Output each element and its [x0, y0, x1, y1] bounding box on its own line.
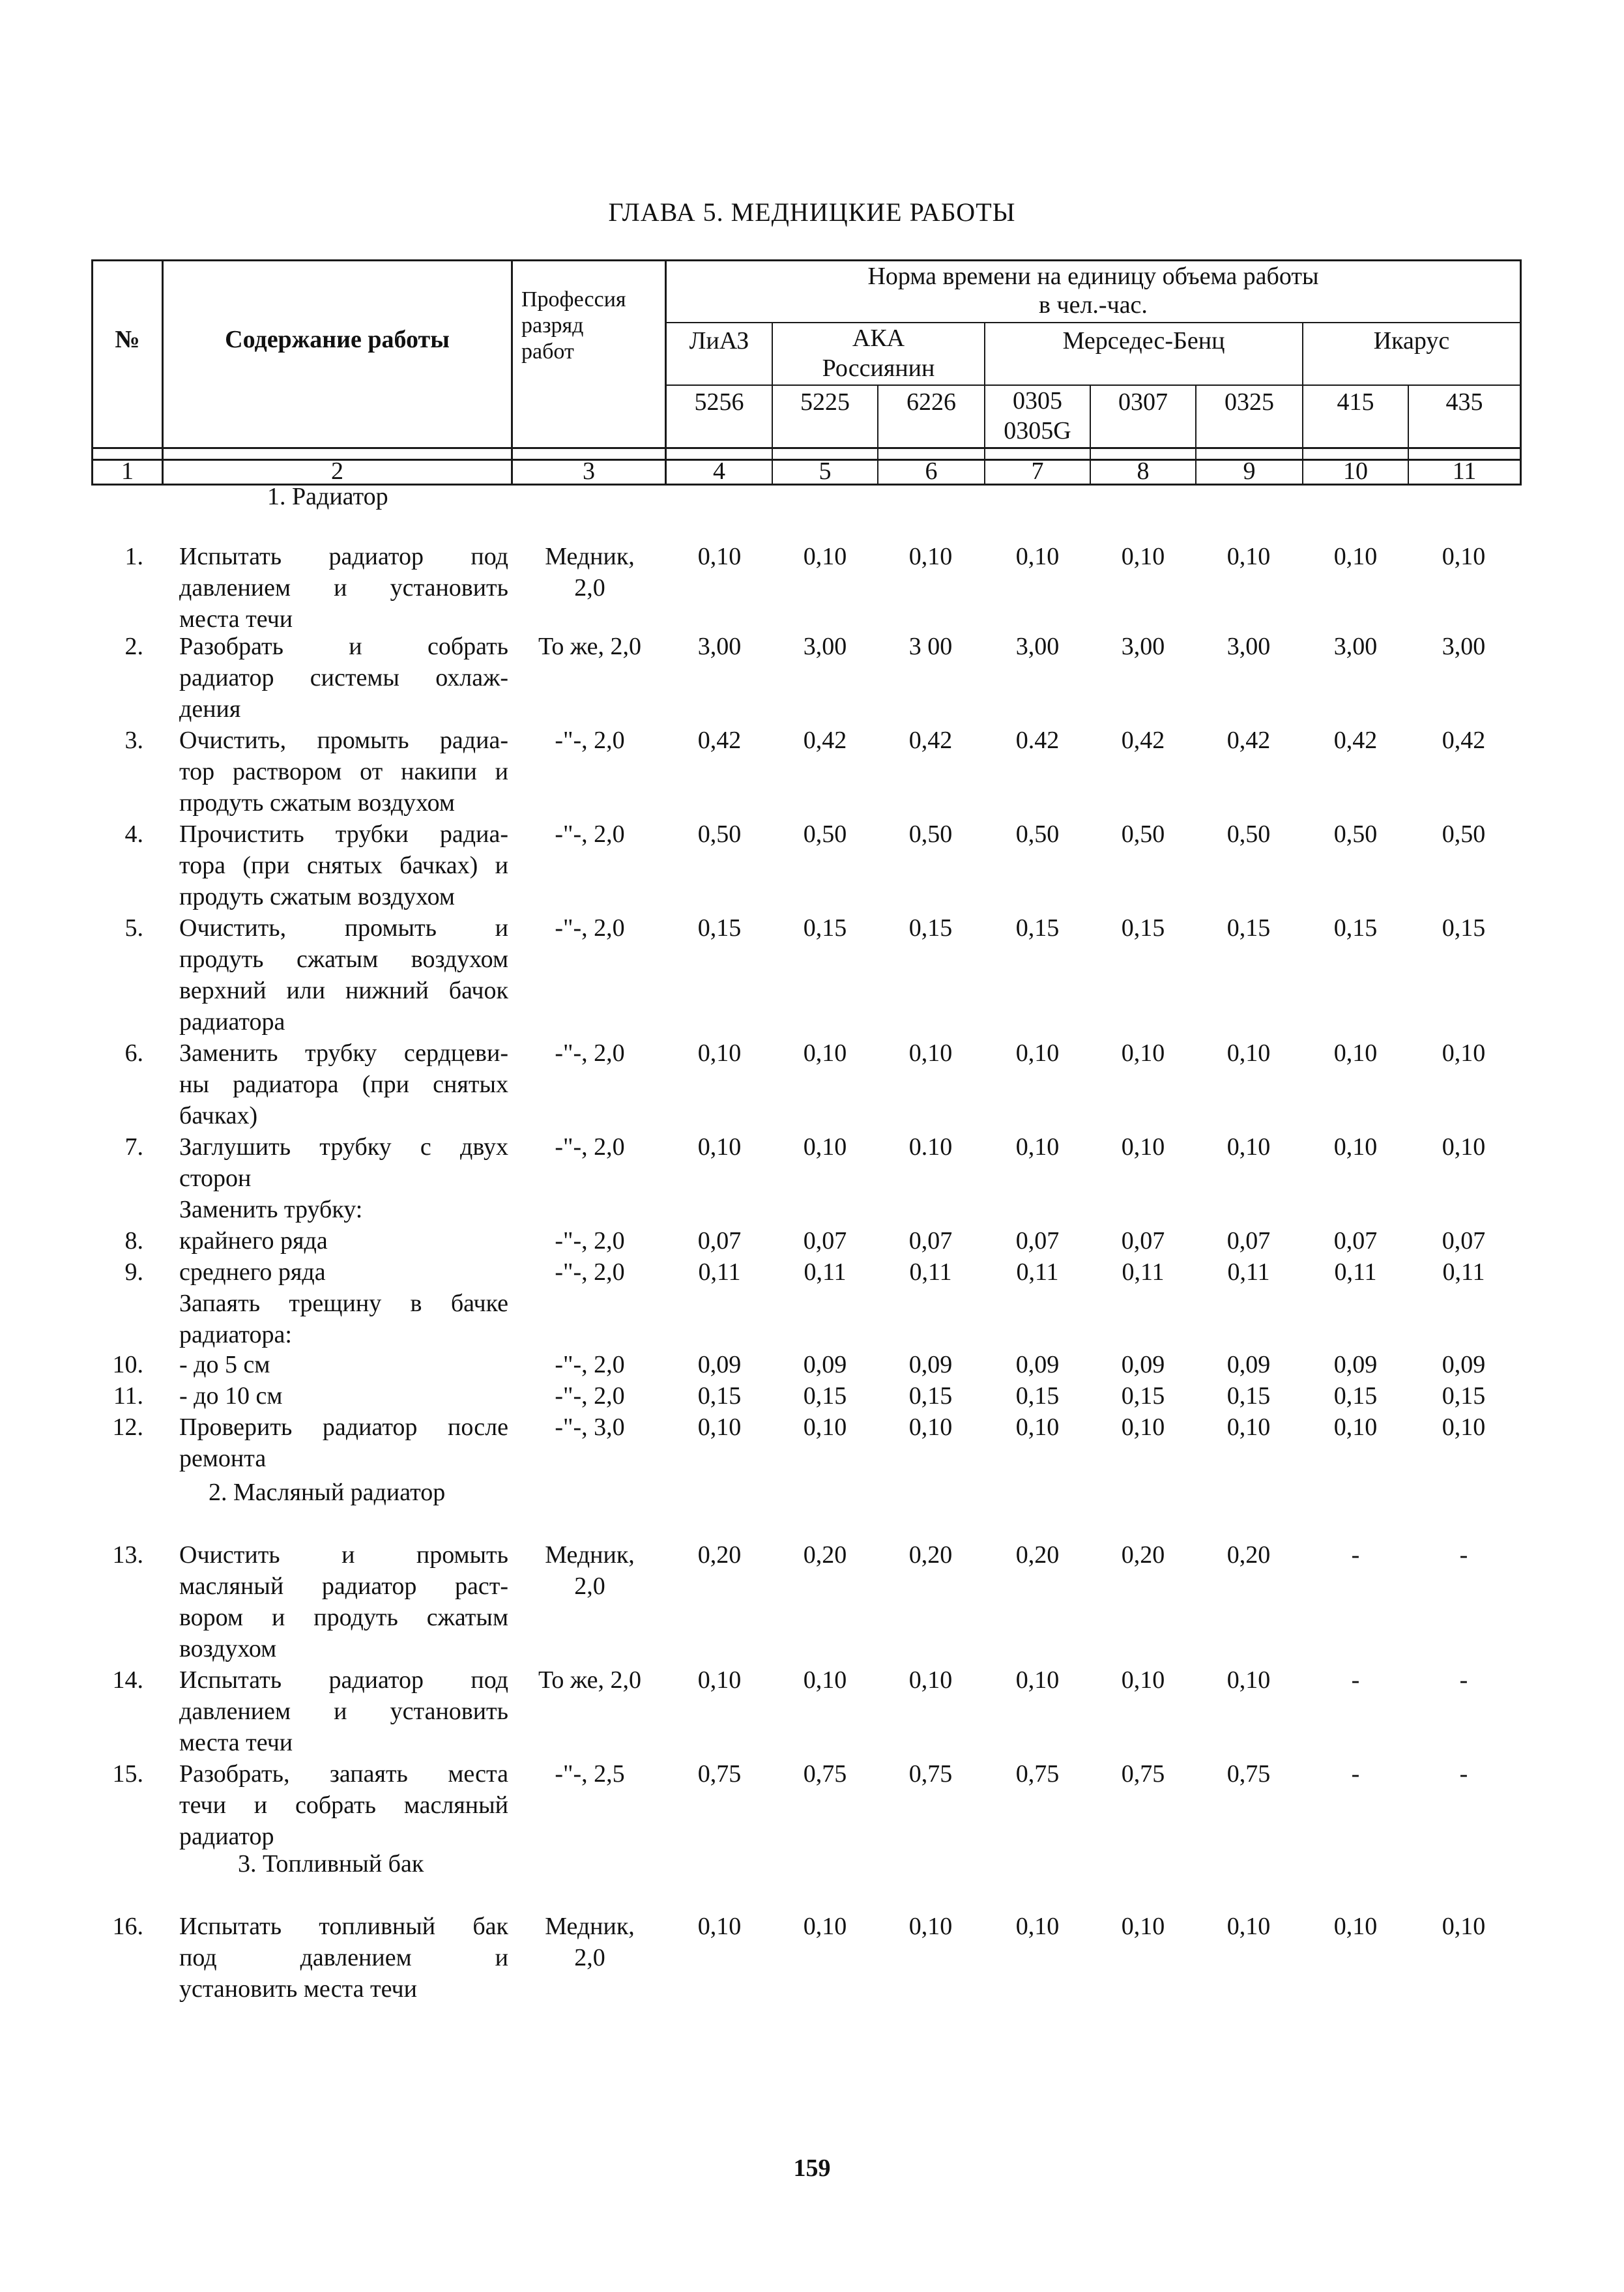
row-time-norm-value: 0,75	[697, 1760, 742, 1788]
row-time-norm-value: 0,42	[1442, 727, 1486, 754]
row-work-description-line: Очистить, промыть и	[179, 914, 508, 942]
row-time-norm-value: 0,50	[697, 820, 742, 848]
row-work-description	[179, 631, 508, 725]
section-title-oil-radiator: 2. Масляный радиатор	[209, 1479, 446, 1506]
header-model-0305-line-1: 0305	[1013, 387, 1062, 414]
header-model-5256: 5256	[694, 388, 744, 416]
row-time-norm-value: 0,07	[1015, 1227, 1060, 1255]
row-work-description-line: продуть сжатым воздухом	[179, 883, 455, 910]
row-work-description-line: места течи	[179, 605, 293, 633]
header-brand-ikarus: Икарус	[1373, 327, 1450, 355]
row-work-description	[179, 1225, 508, 1256]
row-time-norm-value: 0,09	[1015, 1351, 1060, 1378]
row-time-norm-value: 0,07	[1442, 1227, 1486, 1255]
row-time-norm-value: 3,00	[803, 633, 847, 660]
row-time-norm-value: 0,15	[1121, 914, 1165, 942]
row-work-description	[179, 1256, 508, 1288]
row-time-norm-value: 0,07	[908, 1227, 953, 1255]
col-number-10: 10	[1343, 457, 1368, 485]
row-time-norm-value: 0,10	[803, 543, 847, 570]
row-profession-grade	[515, 1349, 665, 1380]
row-time-norm-value: 3 00	[908, 633, 953, 660]
row-time-norm-value: 0,50	[1442, 820, 1486, 848]
row-work-description-line: бачках)	[179, 1102, 258, 1129]
col-number-8: 8	[1137, 457, 1150, 485]
row-time-norm-value: 0,50	[908, 820, 953, 848]
row-number: 2.	[124, 633, 143, 660]
row-work-description-line: радиатор системы охлаж-	[179, 664, 508, 691]
row-time-norm-value: 0,10	[803, 1666, 847, 1694]
row-work-description	[179, 725, 508, 819]
row-work-description-line: продуть сжатым воздухом	[179, 946, 508, 973]
row-time-norm-value: 0,75	[1015, 1760, 1060, 1788]
row-time-norm-value: 0,42	[1333, 727, 1378, 754]
row-time-norm-value: 0,10	[1226, 1913, 1271, 1940]
row-profession-grade	[515, 1664, 665, 1696]
header-model-435: 435	[1445, 388, 1483, 416]
row-profession-grade-line: То же, 2,0	[538, 633, 641, 660]
row-work-description	[179, 1037, 508, 1131]
row-profession-grade	[515, 1380, 665, 1412]
row-profession-grade	[515, 1225, 665, 1256]
row-profession-grade-line: 2,0	[574, 1573, 605, 1600]
row-time-norm-value: 0,50	[803, 820, 847, 848]
header-brand-aka	[773, 323, 984, 383]
row-work-description-line: верхний или нижний бачок	[179, 977, 508, 1004]
row-work-description-line: - до 10 см	[179, 1382, 283, 1410]
row-time-norm-value: 0,10	[697, 1666, 742, 1694]
row-time-norm-value: 0,75	[1226, 1760, 1271, 1788]
row-work-description-line: установить места течи	[179, 1975, 417, 2003]
col-number-9: 9	[1243, 457, 1256, 485]
row-number: 1.	[124, 543, 143, 570]
row-number: 15.	[112, 1760, 143, 1788]
header-brand-liaz: ЛиАЗ	[689, 327, 749, 355]
row-profession-grade	[515, 1911, 665, 1973]
row-time-norm-value: 0,10	[1121, 1133, 1165, 1161]
row-work-description-line: Проверить радиатор после	[179, 1414, 508, 1441]
row-time-norm-value: 0,15	[1333, 914, 1378, 942]
col-number-7: 7	[1031, 457, 1044, 485]
row-time-norm-value: 0,11	[1016, 1258, 1059, 1286]
row-work-description-line: Разобрать, запаять места	[179, 1760, 508, 1788]
row-time-norm-value: 0,10	[1333, 1039, 1378, 1067]
row-time-norm-value: 0,09	[803, 1351, 847, 1378]
row-profession-grade	[515, 1412, 665, 1443]
row-time-norm-value: 0,10	[1333, 543, 1378, 570]
row-profession-grade-line: -"-, 2,0	[555, 820, 625, 848]
row-time-norm-value: 0,10	[1015, 543, 1060, 570]
row-number: 4.	[124, 820, 143, 848]
header-norm-line-2: в чел.-час.	[1039, 291, 1148, 319]
row-profession-grade-line: -"-, 2,0	[555, 1133, 625, 1161]
row-work-description-line: - до 5 см	[179, 1351, 270, 1378]
row-time-norm-value: 0,50	[1015, 820, 1060, 848]
page-number: 159	[793, 2154, 831, 2182]
row-work-description-line: радиатора	[179, 1008, 285, 1036]
row-time-norm-value: 0,15	[1226, 1382, 1271, 1410]
row-time-norm-value: 0,11	[909, 1258, 952, 1286]
row-time-norm-value: 0,10	[1442, 1913, 1486, 1940]
row-profession-grade-line: -"-, 2,0	[555, 914, 625, 942]
col-number-5: 5	[819, 457, 832, 485]
row-time-norm-value: 0,10	[803, 1133, 847, 1161]
row-number: 16.	[112, 1913, 143, 1940]
row-number: 5.	[124, 914, 143, 942]
header-profession-line-1: Профессия	[521, 287, 626, 312]
row-work-description-line: Испытать радиатор под	[179, 1666, 508, 1694]
row-time-norm-value: 0,10	[1121, 1039, 1165, 1067]
row-time-norm-value: 0,10	[803, 1913, 847, 1940]
row-profession-grade-line: То же, 2,0	[538, 1666, 641, 1694]
row-time-norm-value: 0,10	[908, 1039, 953, 1067]
row-time-norm-value: 0,15	[1442, 914, 1486, 942]
row-work-description-line: Очистить, промыть радиа-	[179, 727, 508, 754]
row-profession-grade	[515, 725, 665, 756]
row-profession-grade	[515, 541, 665, 603]
header-norm-line-1: Норма времени на единицу объема работы	[867, 263, 1319, 290]
row-profession-grade	[515, 1037, 665, 1069]
row-time-norm-value: 0,15	[1226, 914, 1271, 942]
row-time-norm-value: 0,15	[697, 914, 742, 942]
row-time-norm-value: 0,15	[1121, 1382, 1165, 1410]
row-time-norm-value: 0,10	[1226, 543, 1271, 570]
row-time-norm-value: 0,09	[908, 1351, 953, 1378]
row-time-norm-value: 0,09	[697, 1351, 742, 1378]
row-time-norm-value: 0,07	[803, 1227, 847, 1255]
row-profession-grade-line: -"-, 2,0	[555, 1258, 625, 1286]
row-time-norm-value: 0,10	[1226, 1666, 1271, 1694]
row-time-norm-value: 0,10	[1226, 1414, 1271, 1441]
row-time-norm-value: 0,10	[1442, 1133, 1486, 1161]
row-time-norm-value: 0,10	[697, 1133, 742, 1161]
row-number: 7.	[124, 1133, 143, 1161]
header-model-0325: 0325	[1225, 388, 1274, 416]
row-time-norm-value: 0,10	[1442, 543, 1486, 570]
row-time-norm-value: 0,10	[1333, 1414, 1378, 1441]
row-time-norm-value: 0,15	[803, 1382, 847, 1410]
row-time-norm-value: 0,15	[908, 1382, 953, 1410]
header-content: Содержание работы	[225, 326, 450, 353]
row-time-norm-value: 3,00	[1442, 633, 1486, 660]
row-time-norm-value: 0,10	[697, 1913, 742, 1940]
row-time-norm-value: 0,10	[1333, 1913, 1378, 1940]
row-work-description-line: радиатор	[179, 1823, 274, 1850]
row-profession-grade-line: -"-, 2,5	[555, 1760, 625, 1788]
row-work-description	[179, 912, 508, 1037]
row-time-norm-value: 0,10	[697, 543, 742, 570]
row-time-norm-value: 0,09	[1442, 1351, 1486, 1378]
row-work-description-line: ны радиатора (при снятых	[179, 1071, 508, 1098]
row-work-description-line: тора (при снятых бачках) и	[179, 852, 508, 879]
row-time-norm-value: 0.42	[1015, 727, 1060, 754]
header-model-0305-line-2: 0305G	[1004, 417, 1071, 444]
row-number: 11.	[113, 1382, 143, 1410]
row-work-description-line: крайнего ряда	[179, 1227, 328, 1255]
row-time-norm-value: 0,10	[1015, 1666, 1060, 1694]
row-work-description-line: Прочистить трубки радиа-	[179, 820, 508, 848]
row-profession-grade	[515, 1539, 665, 1602]
row-time-norm-value: 0,15	[908, 914, 953, 942]
header-model-0307: 0307	[1118, 388, 1168, 416]
row-time-norm-value: 0,10	[908, 1414, 953, 1441]
row-work-description-line: вором и продуть сжатым	[179, 1604, 508, 1631]
row-number: 9.	[124, 1258, 143, 1286]
row-time-norm-value: -	[1459, 1760, 1468, 1788]
row-profession-grade	[515, 1256, 665, 1288]
row-time-norm-value: 0,11	[1122, 1258, 1165, 1286]
row-work-description	[179, 1911, 508, 2005]
row-work-description-line: Заглушить трубку с двух	[179, 1133, 508, 1161]
row-work-description-line: Разобрать и собрать	[179, 633, 508, 660]
header-brand-aka-line-1: АКА	[852, 325, 905, 352]
row-time-norm-value: 0,11	[1227, 1258, 1270, 1286]
row-time-norm-value: 3,00	[1333, 633, 1378, 660]
row-time-norm-value: 0,42	[908, 727, 953, 754]
row-time-norm-value: 0,11	[1442, 1258, 1485, 1286]
row-time-norm-value: 0,10	[1121, 543, 1165, 570]
header-profession	[521, 287, 665, 365]
row-time-norm-value: 0,42	[1226, 727, 1271, 754]
row-work-description	[179, 1758, 508, 1852]
row-time-norm-value: 0,75	[1121, 1760, 1165, 1788]
col-number-1: 1	[121, 457, 134, 485]
row-work-description-line: места течи	[179, 1729, 293, 1756]
section-title-fuel-tank: 3. Топливный бак	[238, 1850, 424, 1878]
row-time-norm-value: 0,10	[1226, 1039, 1271, 1067]
row-profession-grade-line: Медник,	[545, 543, 635, 570]
row-profession-grade-line: Медник,	[545, 1913, 635, 1940]
row-time-norm-value: 0,10	[908, 1913, 953, 1940]
row-work-description	[179, 1539, 508, 1664]
row-time-norm-value: 0,10	[1121, 1913, 1165, 1940]
row-time-norm-value: 0,20	[803, 1541, 847, 1569]
row-profession-grade-line: -"-, 2,0	[555, 1382, 625, 1410]
row-work-description-line: дения	[179, 695, 241, 723]
row-work-description-line: Заменить трубку:	[179, 1196, 363, 1223]
row-time-norm-value: 0,15	[697, 1382, 742, 1410]
row-work-description	[179, 541, 508, 635]
row-time-norm-value: 0,10	[803, 1039, 847, 1067]
row-time-norm-value: 0,10	[1121, 1414, 1165, 1441]
row-time-norm-value: 0,10	[1442, 1039, 1486, 1067]
row-profession-grade-line: -"-, 3,0	[555, 1414, 625, 1441]
row-profession-grade-line: 2,0	[574, 574, 605, 602]
header-brand-aka-line-2: Россиянин	[822, 355, 935, 382]
row-profession-grade-line: -"-, 2,0	[555, 1039, 625, 1067]
row-number: 10.	[112, 1351, 143, 1378]
row-time-norm-value: 0,20	[697, 1541, 742, 1569]
row-time-norm-value: 0,10	[1015, 1133, 1060, 1161]
row-time-norm-value: 0,10	[1015, 1039, 1060, 1067]
row-time-norm-value: 0,15	[1015, 914, 1060, 942]
col-number-3: 3	[583, 457, 595, 485]
row-profession-grade	[515, 1131, 665, 1163]
col-number-2: 2	[331, 457, 343, 485]
row-time-norm-value: 0,10	[1442, 1414, 1486, 1441]
row-time-norm-value: 0,10	[697, 1414, 742, 1441]
col-number-4: 4	[713, 457, 725, 485]
col-number-6: 6	[925, 457, 938, 485]
row-time-norm-value: 0,09	[1333, 1351, 1378, 1378]
row-profession-grade-line: -"-, 2,0	[555, 727, 625, 754]
row-time-norm-value: 0,10	[908, 1666, 953, 1694]
row-time-norm-value: 0,50	[1226, 820, 1271, 848]
row-time-norm-value: 0.10	[908, 1133, 953, 1161]
row-profession-grade	[515, 1758, 665, 1790]
row-work-description-line: масляный радиатор раст-	[179, 1573, 508, 1600]
row-time-norm-value: 0,42	[697, 727, 742, 754]
row-time-norm-value: -	[1459, 1666, 1468, 1694]
row-time-norm-value: -	[1351, 1541, 1360, 1569]
row-number: 3.	[124, 727, 143, 754]
header-norm	[667, 262, 1520, 319]
row-work-description	[179, 1380, 508, 1412]
row-time-norm-value: 0,10	[1121, 1666, 1165, 1694]
row-time-norm-value: 3,00	[1226, 633, 1271, 660]
row-time-norm-value: -	[1351, 1666, 1360, 1694]
row-time-norm-value: 0,07	[697, 1227, 742, 1255]
row-work-description-line: ремонта	[179, 1445, 267, 1472]
header-num: №	[115, 326, 140, 353]
row-work-description	[179, 1194, 508, 1225]
row-time-norm-value: 0,10	[1015, 1414, 1060, 1441]
row-profession-grade-line: -"-, 2,0	[555, 1351, 625, 1378]
page-title: ГЛАВА 5. МЕДНИЦКИЕ РАБОТЫ	[608, 197, 1016, 227]
header-profession-line-3: работ	[521, 340, 574, 364]
col-number-11: 11	[1452, 457, 1477, 485]
row-work-description-line: Испытать топливный бак	[179, 1913, 508, 1940]
row-work-description-line: Заменить трубку сердцеви-	[179, 1039, 508, 1067]
row-time-norm-value: 0,15	[1442, 1382, 1486, 1410]
row-work-description	[179, 1288, 508, 1350]
row-time-norm-value: 0,42	[1121, 727, 1165, 754]
row-number: 13.	[112, 1541, 143, 1569]
row-time-norm-value: 0,07	[1333, 1227, 1378, 1255]
row-time-norm-value: 0,15	[1333, 1382, 1378, 1410]
row-work-description-line: течи и собрать масляный	[179, 1792, 508, 1819]
row-work-description-line: Очистить и промыть	[179, 1541, 508, 1569]
header-model-0305	[985, 386, 1090, 446]
row-number: 12.	[112, 1414, 143, 1441]
row-time-norm-value: 0,20	[908, 1541, 953, 1569]
row-profession-grade	[515, 819, 665, 850]
row-profession-grade	[515, 912, 665, 944]
row-number: 8.	[124, 1227, 143, 1255]
row-time-norm-value: 0,75	[803, 1760, 847, 1788]
row-work-description-line: радиатора:	[179, 1321, 292, 1348]
row-time-norm-value: 0,11	[1334, 1258, 1377, 1286]
header-model-415: 415	[1337, 388, 1374, 416]
header-brand-mercedes: Мерседес-Бенц	[1062, 327, 1225, 355]
row-time-norm-value: 0,07	[1226, 1227, 1271, 1255]
row-work-description-line: Запаять трещину в бачке	[179, 1290, 508, 1317]
row-time-norm-value: 0,11	[698, 1258, 741, 1286]
row-time-norm-value: 0,75	[908, 1760, 953, 1788]
row-time-norm-value: 0,10	[1015, 1913, 1060, 1940]
row-work-description-line: воздухом	[179, 1635, 277, 1662]
row-work-description	[179, 1131, 508, 1194]
row-work-description-line: тор раствором от накипи и	[179, 758, 508, 785]
row-work-description-line: Испытать радиатор под	[179, 543, 508, 570]
row-time-norm-value: 3,00	[1121, 633, 1165, 660]
row-time-norm-value: 3,00	[697, 633, 742, 660]
row-time-norm-value: 0,11	[804, 1258, 847, 1286]
row-time-norm-value: 0,10	[1333, 1133, 1378, 1161]
row-time-norm-value: 0,20	[1226, 1541, 1271, 1569]
row-work-description-line: давлением и установить	[179, 574, 508, 602]
row-time-norm-value: 0,20	[1015, 1541, 1060, 1569]
row-work-description	[179, 1349, 508, 1380]
row-work-description	[179, 1664, 508, 1758]
row-profession-grade	[515, 631, 665, 662]
row-time-norm-value: 0,50	[1333, 820, 1378, 848]
row-work-description-line: продуть сжатым воздухом	[179, 789, 455, 817]
row-time-norm-value: -	[1351, 1760, 1360, 1788]
section-title-radiator: 1. Радиатор	[267, 483, 388, 510]
row-time-norm-value: 0,09	[1121, 1351, 1165, 1378]
header-model-6226: 6226	[906, 388, 956, 416]
row-profession-grade-line: -"-, 2,0	[555, 1227, 625, 1255]
header-model-5225: 5225	[800, 388, 850, 416]
header-profession-line-2: разряд	[521, 313, 584, 338]
row-work-description-line: среднего ряда	[179, 1258, 326, 1286]
row-time-norm-value: 0,10	[1226, 1133, 1271, 1161]
row-time-norm-value: 0,15	[1015, 1382, 1060, 1410]
row-time-norm-value: 0,20	[1121, 1541, 1165, 1569]
row-time-norm-value: 0,10	[697, 1039, 742, 1067]
row-time-norm-value: 0,10	[803, 1414, 847, 1441]
row-work-description-line: сторон	[179, 1165, 252, 1192]
row-time-norm-value: 0,07	[1121, 1227, 1165, 1255]
row-time-norm-value: 3,00	[1015, 633, 1060, 660]
row-work-description	[179, 1412, 508, 1474]
row-work-description	[179, 819, 508, 912]
row-time-norm-value: 0,15	[803, 914, 847, 942]
row-time-norm-value: 0,50	[1121, 820, 1165, 848]
row-time-norm-value: 0,10	[908, 543, 953, 570]
row-number: 6.	[124, 1039, 143, 1067]
row-time-norm-value: 0,42	[803, 727, 847, 754]
row-time-norm-value: 0,09	[1226, 1351, 1271, 1378]
row-profession-grade-line: Медник,	[545, 1541, 635, 1569]
row-work-description-line: под давлением и	[179, 1944, 508, 1971]
row-profession-grade-line: 2,0	[574, 1944, 605, 1971]
row-time-norm-value: -	[1459, 1541, 1468, 1569]
row-number: 14.	[112, 1666, 143, 1694]
row-work-description-line: давлением и установить	[179, 1698, 508, 1725]
